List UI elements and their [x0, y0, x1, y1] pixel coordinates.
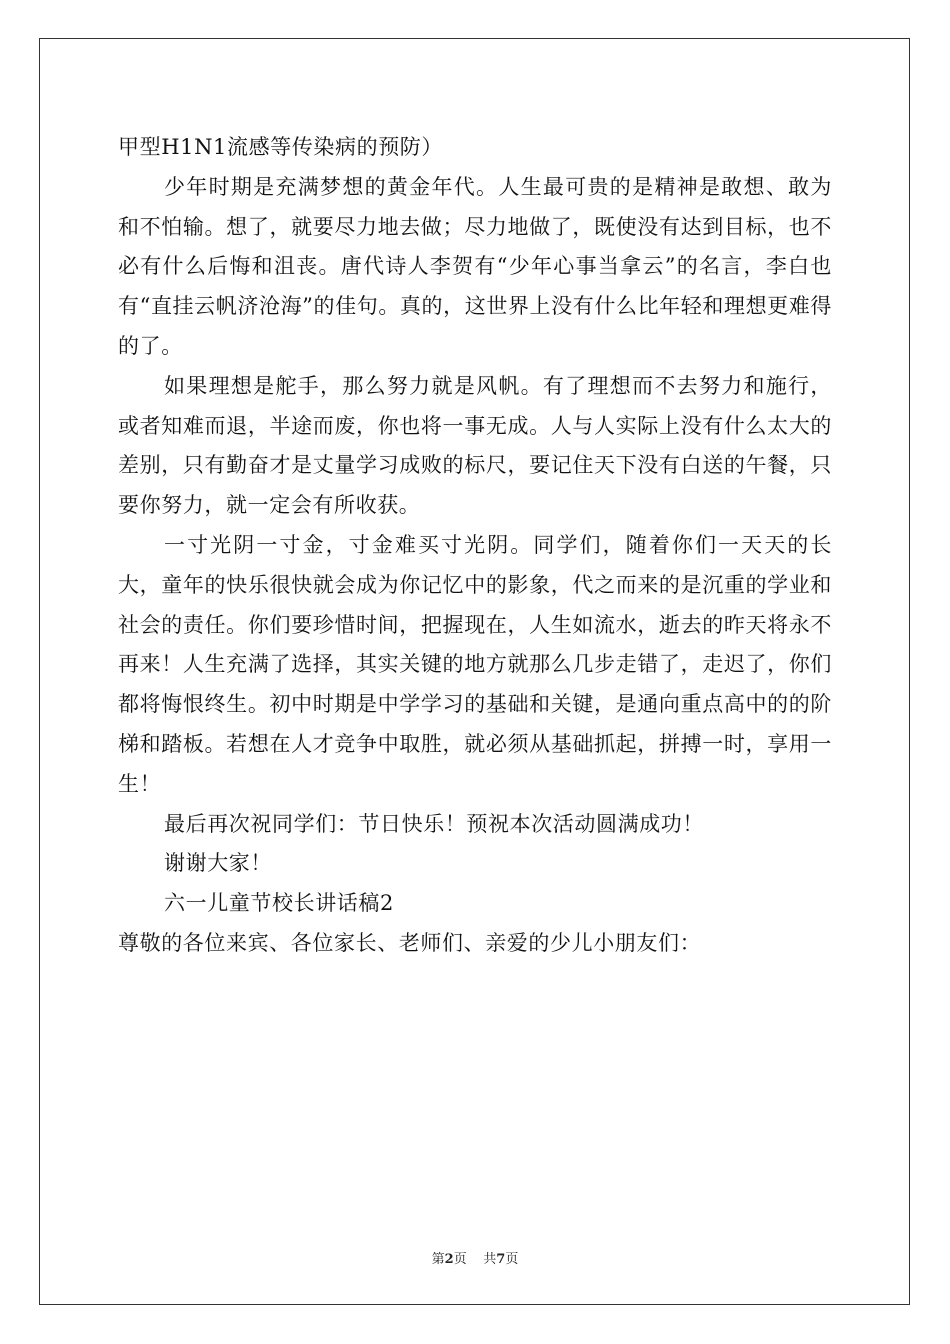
- salutation-line: 尊敬的各位来宾、各位家长、老师们、亲爱的少儿小朋友们：: [118, 930, 702, 955]
- page-footer: [0, 1248, 950, 1267]
- total-pages: 7: [496, 1252, 506, 1267]
- document-body: [118, 128, 832, 964]
- section-heading: 六一儿童节校长讲话稿2: [164, 891, 394, 916]
- page-prefix: 第: [431, 1252, 445, 1267]
- paragraph-thanks: 谢谢大家！: [164, 851, 272, 876]
- paragraph-dream: 少年时期是充满梦想的黄金年代。人生最可贵的是精神是敢想、敢为和不怕输。想了，就要尽力地去做；尽力地做了，既使没有达到目标，也不必有什么后悔和沮丧。唐代诗人李贺有“少年心事当拿云”的名言，李白也有“直挂云帆济沧海”的佳句。真的，这世界上没有什么比年轻和理想更难得的了。: [118, 174, 832, 358]
- page-suffix: 页: [453, 1252, 467, 1267]
- total-prefix: 共: [483, 1252, 497, 1267]
- paragraph-time: 一寸光阴一寸金，寸金难买寸光阴。同学们，随着你们一天天的长大，童年的快乐很快就会成为你记忆中的影象，代之而来的是沉重的学业和社会的责任。你们要珍惜时间，把握现在，人生如流水，逝去的昨天将永不再来！人生充满了选择，其实关键的地方就那么几步走错了，走迟了，你们都将悔恨终生。初中时期是中学学习的基础和关键，是通向重点高中的的阶梯和踏板。若想在人才竞争中取胜，就必须从基础抓起，拼搏一时，享用一生！: [118, 532, 832, 796]
- total-suffix: 页: [505, 1252, 519, 1267]
- paragraph-effort: 如果理想是舵手，那么努力就是风帆。有了理想而不去努力和施行，或者知难而退，半途而废，你也将一事无成。人与人实际上没有什么太大的差别，只有勤奋才是丈量学习成败的标尺，要记住天下没有白送的午餐，只要你努力，就一定会有所收获。: [118, 373, 832, 518]
- continuation-line: 甲型H1N1流感等传染病的预防）: [118, 135, 444, 159]
- paragraph-wishes: 最后再次祝同学们：节日快乐！预祝本次活动圆满成功！: [164, 811, 704, 836]
- page-number: 2: [444, 1252, 454, 1267]
